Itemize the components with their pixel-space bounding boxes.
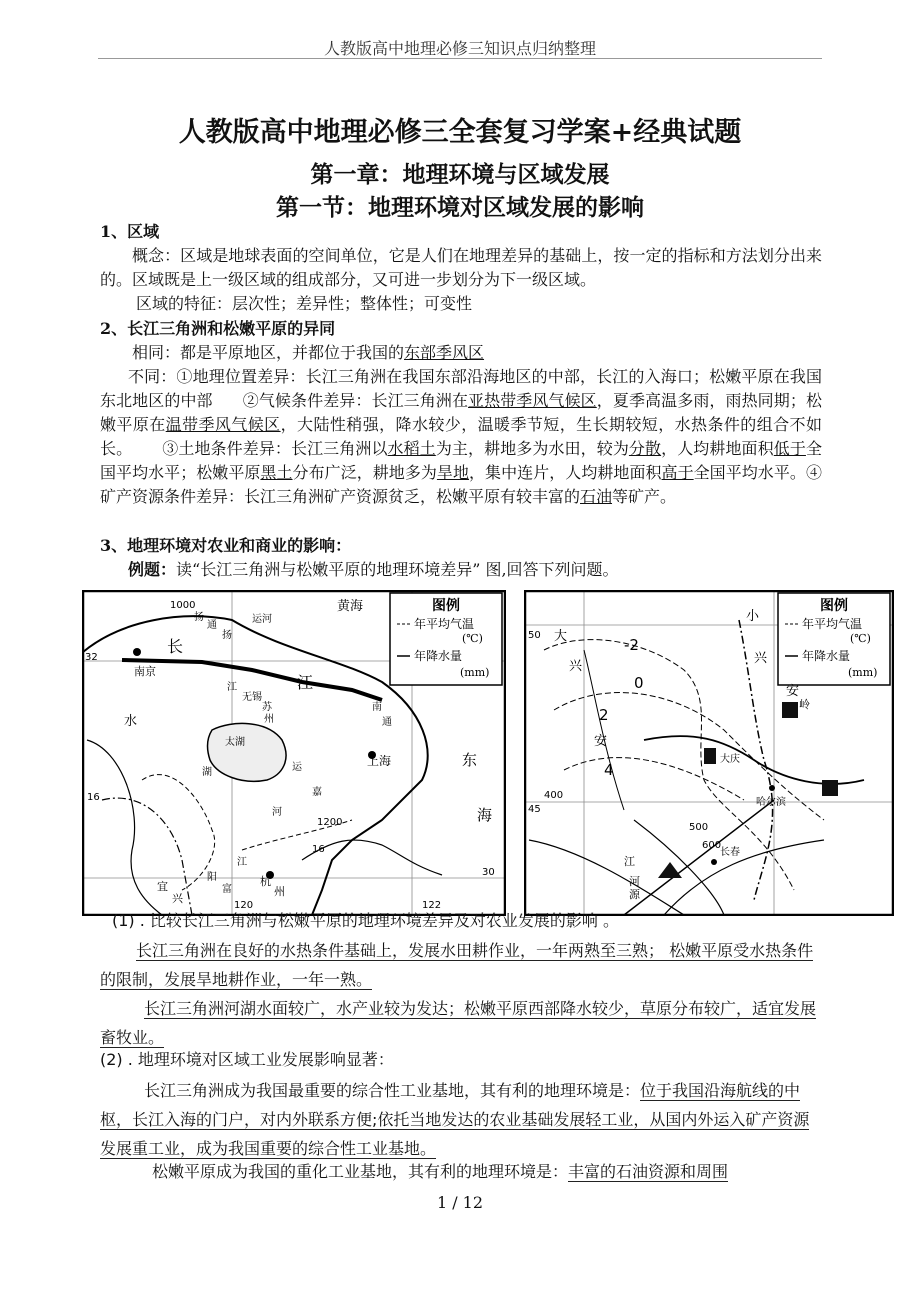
map-label: 安 (594, 734, 608, 749)
map-label: 1200 (317, 817, 343, 828)
map-label: 河 (272, 807, 282, 818)
map-label: 16 (312, 844, 325, 855)
map-label: 小 (746, 609, 760, 624)
map-label: 南京 (134, 665, 156, 678)
map-label: 嘉 (312, 787, 322, 798)
answer-2b: 松嫩平原成为我国的重化工业基地，其有利的地理环境是：丰富的石油资源和周围 (152, 1162, 729, 1181)
legend-temp: 年平均气温 (802, 617, 863, 631)
map-label: 黄海 (337, 599, 364, 614)
section-title: 第一节：地理环境对区域发展的影响 (276, 194, 644, 221)
map-label: 长春 (720, 847, 740, 858)
map-label: 河 (629, 875, 640, 888)
map-label: 江 (624, 855, 635, 868)
heading-region: 1、区域 (100, 222, 160, 241)
region-features: 区域的特征：层次性；差异性；整体性；可变性 (136, 294, 473, 313)
answer-2a: 长江三角洲成为我国最重要的综合性工业基地，其有利的地理环境是：位于我国沿海航线的中枢，长江入海的门户，对内外联系方便;依托当地发达的农业基础发展轻工业，从国内外运入矿产资源发展重工业，成为我国重要的综合性工业基地。 (100, 1081, 810, 1158)
map-label: 州 (264, 714, 274, 725)
map-label: 大 (554, 629, 568, 644)
map-label: 500 (689, 822, 709, 833)
map-label: 东 (462, 751, 478, 769)
heading-agriculture: 3、地理环境对农业和商业的影响： (100, 536, 352, 555)
map-label: 50 (528, 630, 541, 641)
map-label: 兴 (172, 892, 183, 905)
songnen-plain-map (524, 590, 894, 916)
map-label: 120 (234, 900, 254, 911)
map-label: 上海 (367, 754, 392, 768)
answer-1b: 长江三角洲河湖水面较广，水产业较为发达；松嫩平原西部降水较少，草原分布较广，适宜发展畜牧业。 (100, 999, 817, 1047)
map-label: 大庆 (720, 754, 740, 765)
map-label: 州 (274, 885, 285, 898)
map-label: 30 (482, 867, 495, 878)
map-label: 岭 (799, 698, 810, 711)
map-label: 杭 (260, 875, 271, 888)
example-line: 例题：读“长江三角洲与松嫩平原的地理环境差异” 图,回答下列问题。 (128, 560, 619, 579)
map-label: 海 (477, 806, 493, 824)
map-label: 水 (124, 714, 138, 729)
map-label: 安 (786, 684, 800, 699)
map-label: 长 (167, 637, 184, 656)
map-label: 江 (227, 682, 237, 693)
map-label: 宜 (157, 880, 168, 893)
similarity-paragraph: 相同：都是平原地区，并都位于我国的东部季风区 (132, 343, 485, 362)
map-label: 0 (634, 674, 644, 692)
map-label: 45 (528, 804, 541, 815)
legend-title: 图例 (432, 598, 460, 614)
map-label: 运河 (252, 614, 272, 625)
map-label: 扬 (194, 612, 204, 623)
map-label: 16 (87, 792, 100, 803)
difference-paragraph: 不同：①地理位置差异：长江三角洲在我国东部沿海地区的中部，长江的入海口；松嫩平原在我国东北地区的中部 ②气候条件差异：长江三角洲在亚热带季风气候区，夏季高温多雨，雨热同期；松嫩平原在温带季风气候区，大陆性稍强，降水较少，温暖季节短，生长期较短，水热条件的组合不如长。 ③土地条件差异：长江三角洲以水稻土为主，耕地多为水田，较为分散，人均耕地面积低于全国平均水平；松嫩平原黑土分布广泛，耕地多为旱地，集中连片，人均耕地面积高于全国平均水平。④矿产资源条件差异：长江三角洲矿产资源贫乏，松嫩平原有较丰富的石油等矿产。 (100, 367, 822, 506)
map-label: 湖 (202, 767, 212, 778)
map-label: 富 (222, 884, 232, 895)
map-label: 通 (207, 620, 217, 631)
map-label: 源 (629, 888, 640, 901)
map-label: 南 (372, 702, 382, 713)
map-label: -2 (624, 636, 639, 654)
map-label: 太湖 (225, 737, 245, 748)
header-divider (98, 58, 822, 59)
legend-rain: 年降水量 (414, 649, 463, 663)
chapter-title: 第一章：地理环境与区域发展 (310, 161, 610, 188)
map-label: 苏 (262, 702, 272, 713)
heading-comparison: 2、长江三角洲和松嫩平原的异同 (100, 319, 336, 338)
map-label: 江 (297, 673, 314, 692)
legend-rain-unit: (mm) (460, 666, 490, 679)
document-title: 人教版高中地理必修三全套复习学案+经典试题 (178, 117, 742, 148)
legend-temp: 年平均气温 (414, 617, 475, 631)
underlined-term: 东部季风区 (404, 343, 485, 362)
map-label: 通 (382, 717, 392, 728)
map-label: 600 (702, 840, 722, 851)
map-label: 兴 (569, 659, 583, 674)
map-label: 122 (422, 900, 442, 911)
yangtze-delta-map (82, 590, 506, 916)
map-label: 江 (237, 857, 247, 868)
running-header: 人教版高中地理必修三知识点归纳整理 (323, 39, 596, 58)
region-concept: 概念：区域是地球表面的空间单位，它是人们在地理差异的基础上，按一定的指标和方法划分出来的。区域既是上一级区域的组成部分，又可进一步划分为下一级区域。 (100, 246, 822, 289)
map-label: 哈尔滨 (756, 797, 786, 808)
question-1: (1) . 比较长江三角洲与松嫩平原的地理环境差异及对农业发展的影响 。 (112, 911, 620, 930)
map-label: 2 (599, 706, 609, 724)
legend-temp-unit: (℃) (462, 632, 483, 645)
legend-rain: 年降水量 (802, 649, 851, 663)
map-label: 阳 (207, 872, 217, 883)
map-label: 400 (544, 790, 564, 801)
map-label: 兴 (754, 651, 768, 666)
page-number: 1 / 12 (436, 1193, 484, 1212)
map-label: 扬 (222, 630, 232, 641)
legend-temp-unit: (℃) (850, 632, 871, 645)
map-label: 无锡 (242, 692, 262, 703)
map-label: 运 (292, 762, 302, 773)
map-label: 1000 (170, 600, 196, 611)
legend-rain-unit: (mm) (848, 666, 878, 679)
answer-1a: 长江三角洲在良好的水热条件基础上，发展水田耕作业，一年两熟至三熟； 松嫩平原受水热条件的限制，发展旱地耕作业，一年一熟。 (100, 941, 814, 989)
map-label: 4 (604, 761, 614, 779)
question-2: (2) . 地理环境对区域工业发展影响显著： (100, 1050, 394, 1069)
map-label: 32 (85, 652, 98, 663)
legend-title: 图例 (820, 598, 848, 614)
